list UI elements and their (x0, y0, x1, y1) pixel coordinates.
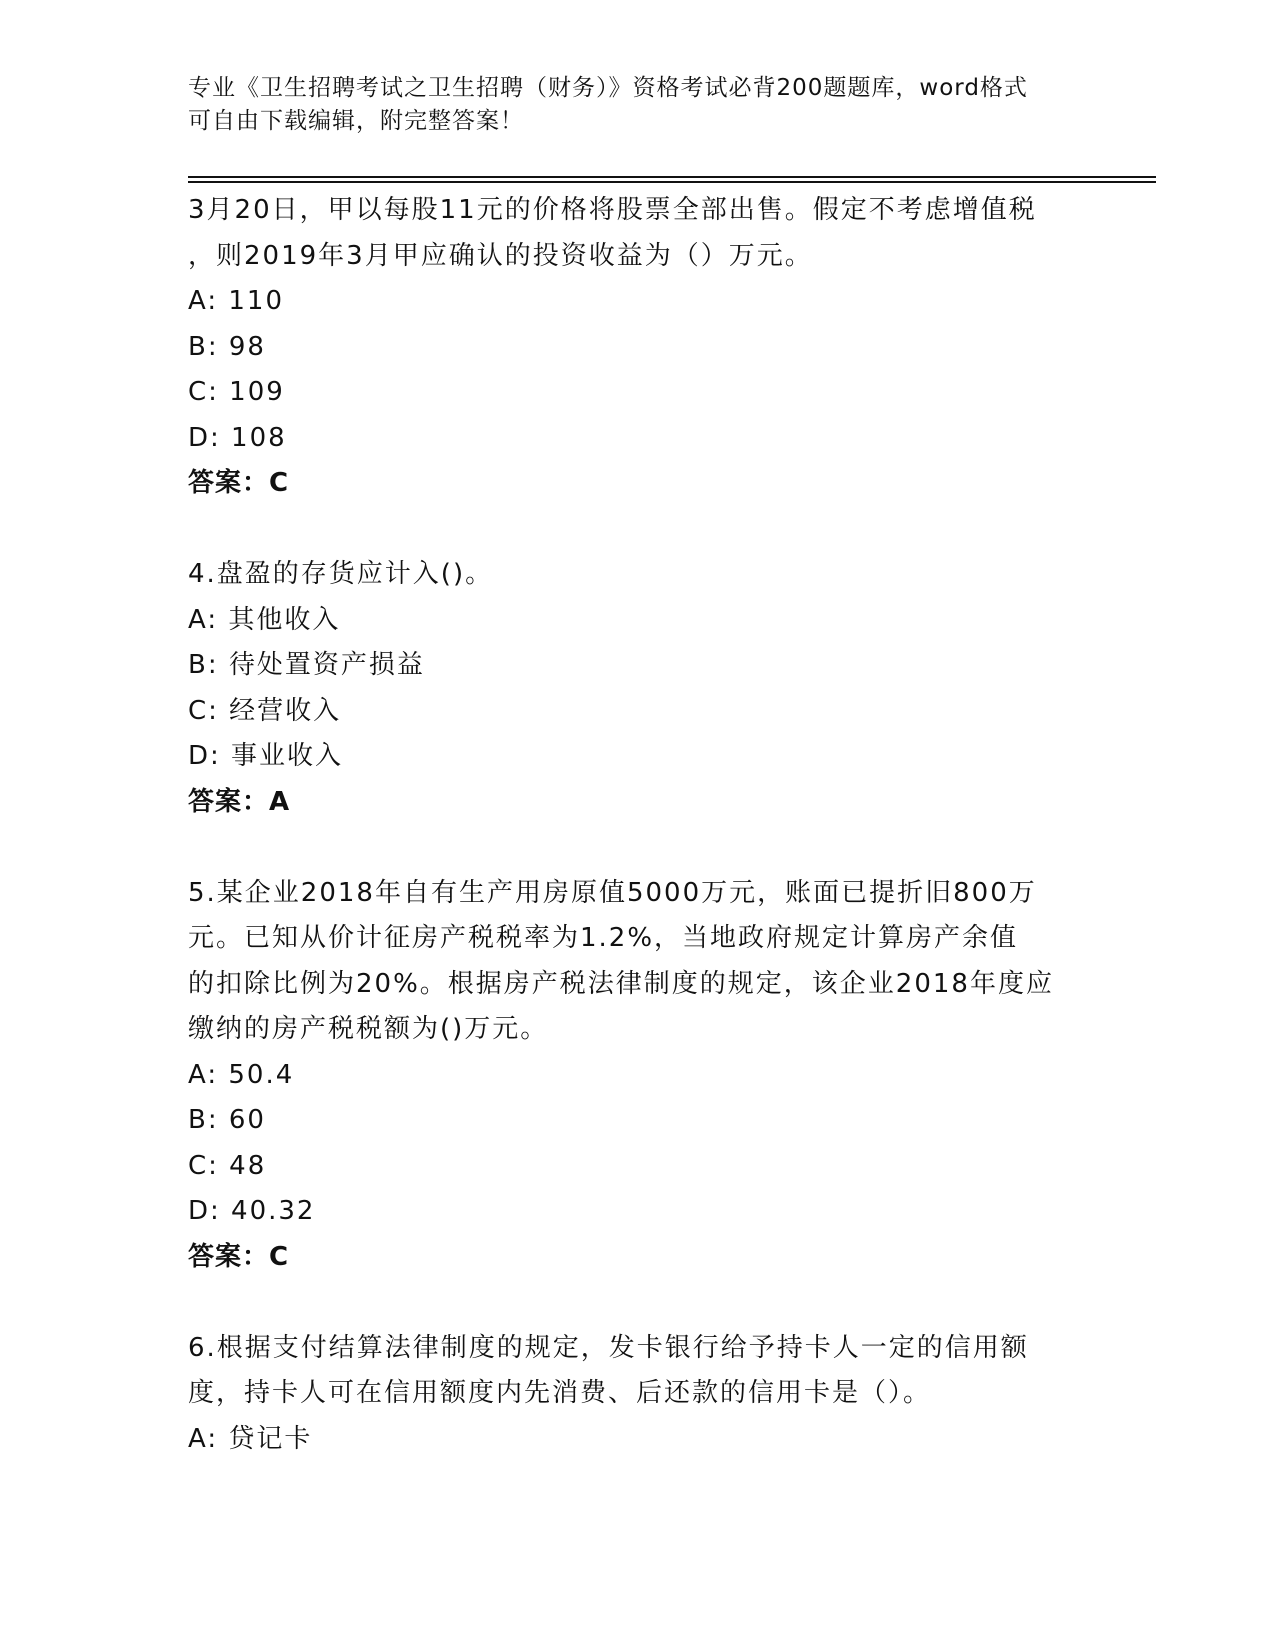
question-text: 元。已知从价计征房产税税率为1.2%，当地政府规定计算房产余值 (188, 923, 1019, 953)
option-d: D: 108 (188, 422, 287, 453)
option-d: D: 事业收入 (188, 741, 344, 771)
answer: 答案：C (188, 468, 290, 498)
option-a: A: 其他收入 (188, 604, 341, 635)
option-c: C: 经营收入 (188, 695, 342, 726)
spacer (188, 825, 1088, 871)
question-4 (188, 552, 1088, 825)
option-c: C: 48 (188, 1150, 267, 1181)
question-6 (188, 1326, 1088, 1463)
question-text: 的扣除比例为20%。根据房产税法律制度的规定，该企业2018年度应 (188, 968, 1054, 999)
option-a: A: 50.4 (188, 1059, 295, 1090)
question-text: 缴纳的房产税税额为()万元。 (188, 1014, 549, 1044)
header-line-1: 专业《卫生招聘考试之卫生招聘（财务）》资格考试必背200题题库，word格式 (188, 75, 1028, 101)
question-text: 度，持卡人可在信用额度内先消费、后还款的信用卡是（）。 (188, 1378, 932, 1408)
question-text: 5.某企业2018年自有生产用房原值5000万元，账面已提折旧800万 (188, 877, 1037, 908)
option-c: C: 109 (188, 377, 285, 407)
question-text: ，则2019年3月甲应确认的投资收益为（）万元。 (188, 240, 813, 271)
option-b: B: 98 (188, 331, 266, 362)
spacer (188, 507, 1088, 553)
answer: 答案：C (188, 1241, 290, 1272)
answer: 答案：A (188, 786, 291, 817)
header-divider-bottom (188, 181, 1156, 183)
option-a: A: 贷记卡 (188, 1423, 313, 1454)
option-b: B: 待处置资产损益 (188, 650, 425, 680)
header-divider-top (188, 176, 1156, 178)
question-list (188, 188, 1088, 1462)
option-b: B: 60 (188, 1105, 266, 1135)
question-3 (188, 188, 1088, 507)
question-5 (188, 871, 1088, 1281)
spacer (188, 1280, 1088, 1326)
option-d: D: 40.32 (188, 1196, 316, 1226)
header-line-2: 可自由下载编辑，附完整答案！ (188, 108, 524, 134)
option-a: A: 110 (188, 286, 284, 316)
question-text: 3月20日，甲以每股11元的价格将股票全部出售。假定不考虑增值税 (188, 195, 1037, 225)
document-header (188, 72, 1068, 138)
question-text: 6.根据支付结算法律制度的规定，发卡银行给予持卡人一定的信用额 (188, 1332, 1029, 1363)
question-text: 4.盘盈的存货应计入()。 (188, 559, 494, 589)
